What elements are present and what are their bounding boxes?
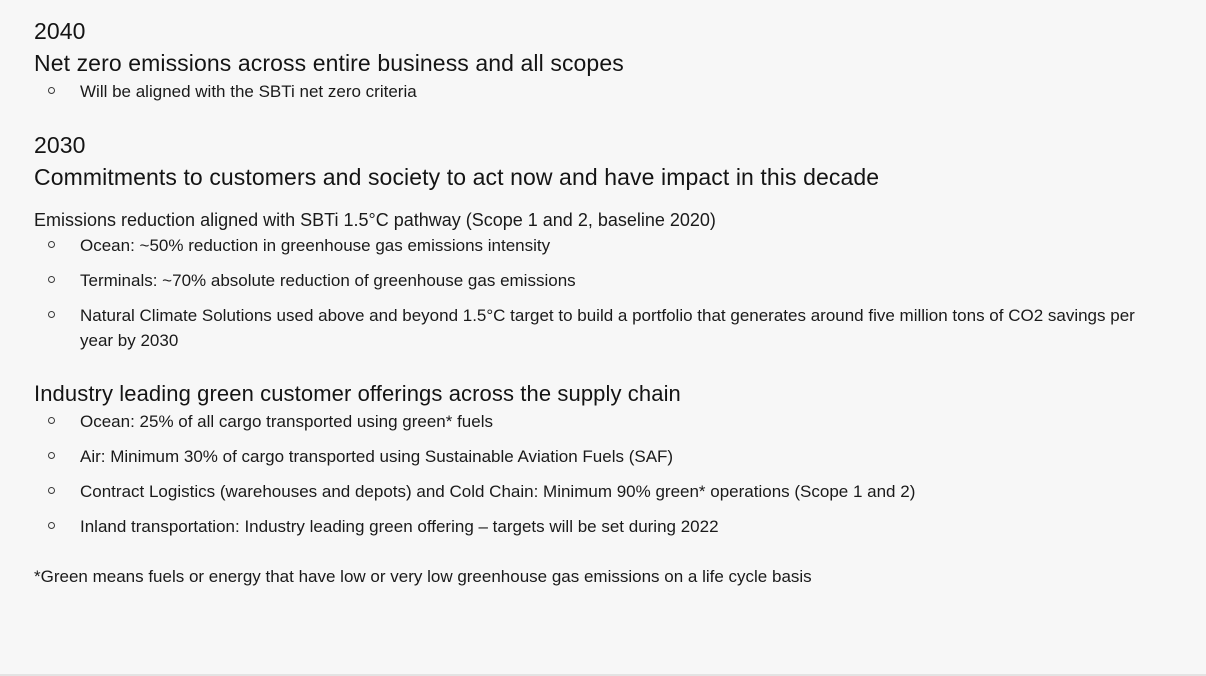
subhead-emissions-reduction: Emissions reduction aligned with SBTi 1.5°C pathway (Scope 1 and 2, baseline 2020) (34, 210, 716, 230)
bullet-list-2030 (34, 233, 1172, 353)
circle-bullet-icon (48, 87, 55, 94)
list-item (34, 479, 1172, 504)
circle-bullet-icon (48, 487, 55, 494)
section-green-offerings (34, 379, 1172, 539)
section-title-green-offerings: Industry leading green customer offerings across the supply chain (34, 381, 681, 406)
year-2040-label: 2040 (34, 18, 86, 44)
list-item-text: Natural Climate Solutions used above and beyond 1.5°C target to build a portfolio that generates around five million tons of CO2 savings per year by 2030 (80, 306, 1135, 350)
section-2040 (34, 16, 1172, 104)
circle-bullet-icon (48, 417, 55, 424)
list-item (34, 79, 1172, 104)
circle-bullet-icon (48, 241, 55, 248)
list-item-text: Ocean: ~50% reduction in greenhouse gas emissions intensity (80, 236, 551, 255)
footnote-green-definition: *Green means fuels or energy that have low or very low greenhouse gas emissions on a life cycle basis (34, 567, 812, 586)
circle-bullet-icon (48, 311, 55, 318)
circle-bullet-icon (48, 522, 55, 529)
list-item-text: Will be aligned with the SBTi net zero criteria (80, 82, 417, 101)
list-item-text: Air: Minimum 30% of cargo transported using Sustainable Aviation Fuels (SAF) (80, 447, 674, 466)
list-item-text: Inland transportation: Industry leading green offering – targets will be set during 2022 (80, 517, 719, 536)
circle-bullet-icon (48, 276, 55, 283)
list-item (34, 444, 1172, 469)
bullet-list-2040 (34, 79, 1172, 104)
bullet-list-green-offerings (34, 409, 1172, 539)
list-item-text: Terminals: ~70% absolute reduction of greenhouse gas emissions (80, 271, 576, 290)
headline-2030: Commitments to customers and society to act now and have impact in this decade (34, 164, 880, 190)
list-item (34, 268, 1172, 293)
year-2030-label: 2030 (34, 132, 86, 158)
list-item (34, 514, 1172, 539)
section-2030 (34, 130, 1172, 353)
list-item (34, 409, 1172, 434)
list-item (34, 233, 1172, 258)
circle-bullet-icon (48, 452, 55, 459)
list-item-text: Contract Logistics (warehouses and depots) and Cold Chain: Minimum 90% green* operations (Scope 1 and 2) (80, 482, 916, 501)
list-item-text: Ocean: 25% of all cargo transported using green* fuels (80, 412, 493, 431)
headline-2040: Net zero emissions across entire business and all scopes (34, 50, 624, 76)
list-item (34, 303, 1172, 353)
